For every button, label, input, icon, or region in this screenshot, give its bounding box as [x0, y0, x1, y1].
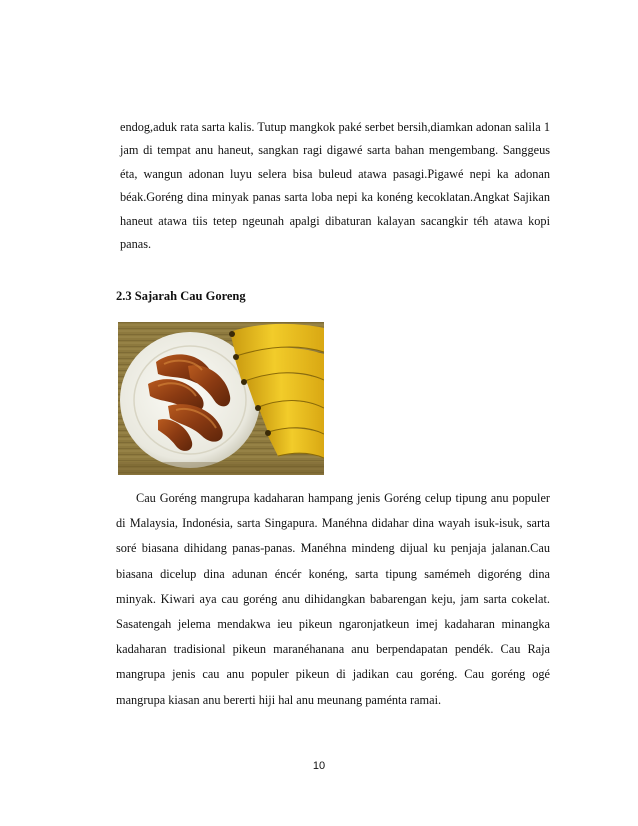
fried-banana-photo: [118, 322, 324, 475]
body-paragraph: [116, 486, 550, 713]
continued-paragraph: endog,aduk rata sarta kalis. Tutup mangkok paké serbet bersih,diamkan adonan salila 1 jam di tempat anu haneut, sangkan ragi digawé sarta bahan mengembang. Sanggeus éta, wangun adonan luyu selera bisa buleud atawa pasagi.Pigawé nepi ka adonan béak.Goréng dina minyak panas sarta loba nepi ka konéng kecoklatan.Angkat Sajikan haneut atawa tiis tetep ngeunah apalgi dibaturan kalayan sacangkir téh atawa kopi panas.: [120, 120, 550, 252]
page-number: 10: [312, 760, 326, 772]
body-paragraph-text: Cau Goréng mangrupa kadaharan hampang jenis Goréng celup tipung anu populer di Malaysia, Indonésia, sarta Singapura. Manéhna didahar dina wayah isuk-isuk, sarta soré biasana dihidang panas-panas. Manéhna mindeng dijual ku penjaja jalanan.Cau biasana dicelup dina adunan éncér konéng, sarta tipung samémeh digoréng dina minyak. Kiwari aya cau goréng anu dihidangkan babarengan keju, jam sarta cokelat. Sasatengah jelema mendakwa ieu pikeun ngaronjatkeun imej kadaharan minangka kadaharan tradisional pikeun maranéhanana anu berpendapatan pendék. Cau Raja mangrupa jenis cau anu populer pikeun di jadikan cau goréng. Cau goréng ogé mangrupa kiasan anu bererti hiji hal anu meunang paménta ramai.: [116, 491, 550, 707]
section-heading: 2.3 Sajarah Cau Goreng: [116, 289, 246, 303]
